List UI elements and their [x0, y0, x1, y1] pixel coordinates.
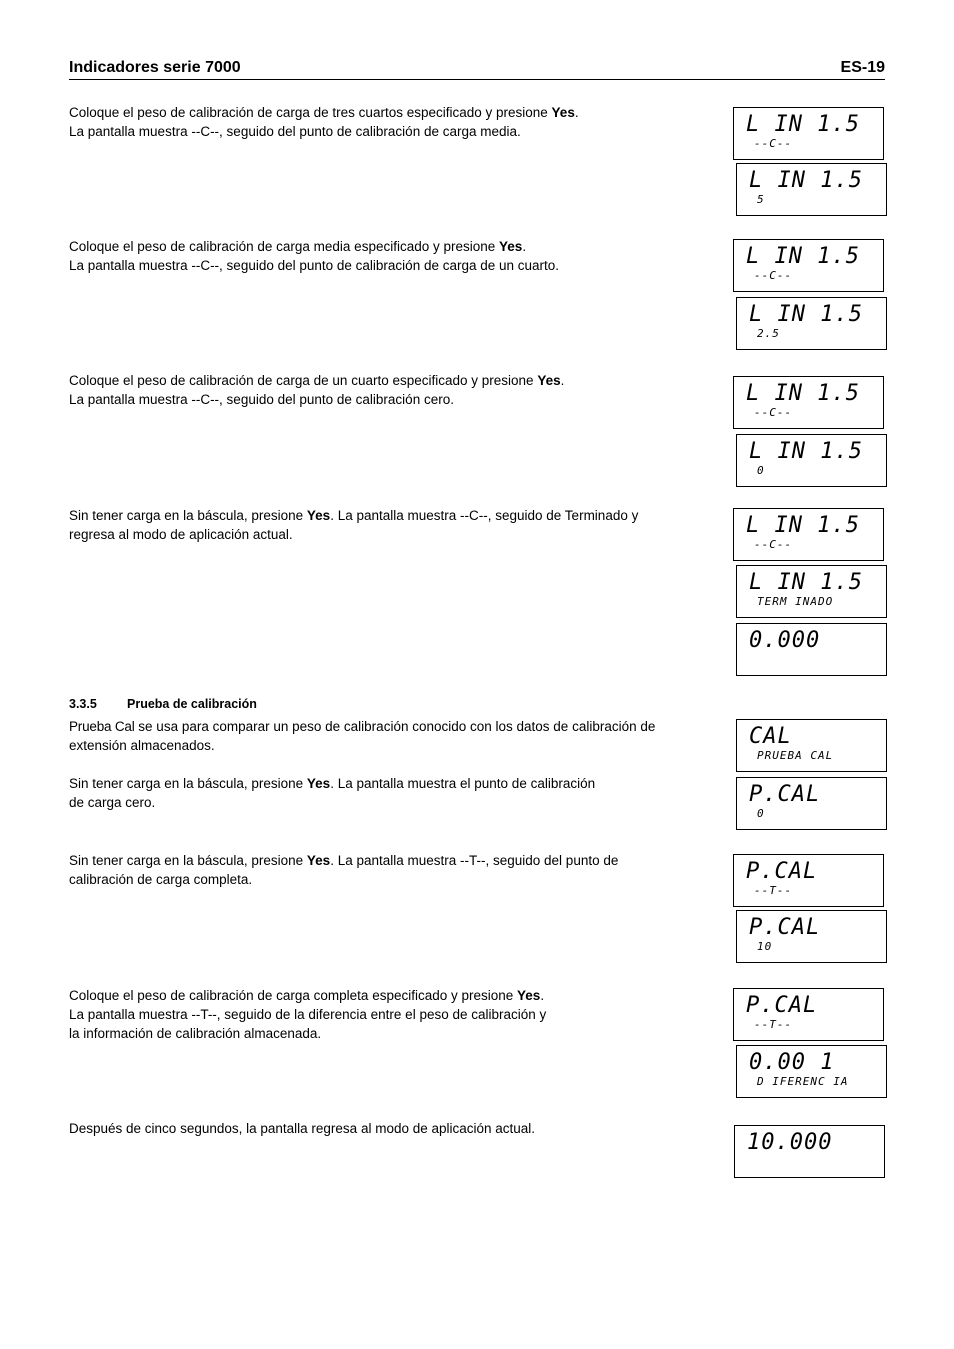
lcd-main-text: P.CAL — [749, 782, 821, 807]
lcd-sub-text: --T-- — [754, 1018, 793, 1031]
step-text: . La pantalla muestra --C--, seguido de Terminado y — [330, 508, 639, 523]
step-half — [69, 237, 709, 275]
lcd-display — [736, 434, 887, 487]
step-text-line3: la información de calibración almacenada. — [69, 1026, 322, 1041]
lcd-display — [733, 508, 884, 561]
lcd-main-text: L IN 1.5 — [749, 570, 863, 595]
step-text: Sin tener carga en la báscula, presione — [69, 853, 307, 868]
lcd-main-text: 0.00 1 — [749, 1050, 835, 1075]
lcd-display — [736, 1045, 887, 1098]
step-text: . — [540, 988, 545, 1003]
section-step-2 — [69, 851, 709, 889]
step-text: Coloque el peso de calibración de carga completa especificado y presione — [69, 988, 518, 1003]
yes-key-label: Yes — [499, 239, 523, 254]
lcd-main-text: L IN 1.5 — [749, 168, 863, 193]
lcd-display — [733, 854, 884, 907]
lcd-main-text: L IN 1.5 — [749, 439, 863, 464]
step-text: Coloque el peso de calibración de carga media especificado y presione — [69, 239, 500, 254]
yes-key-label: Yes — [306, 853, 331, 868]
section-heading — [69, 697, 257, 711]
lcd-sub-text: --C-- — [754, 538, 793, 551]
yes-key-label: Yes — [537, 373, 561, 388]
intro-term: Prueba Cal — [69, 719, 135, 734]
yes-key-label: Yes — [306, 508, 331, 523]
step-quarter — [69, 371, 709, 409]
step-three-quarter — [69, 103, 709, 141]
lcd-main-text: L IN 1.5 — [746, 244, 860, 269]
step-result: La pantalla muestra --C--, seguido del punto de calibración de carga de un cuarto. — [69, 258, 560, 273]
lcd-sub-text: 0 — [757, 464, 765, 477]
step-text-line2: de carga cero. — [69, 795, 156, 810]
yes-key-label: Yes — [517, 988, 541, 1003]
step-text: Sin tener carga en la báscula, presione — [69, 508, 307, 523]
step-text: . — [574, 105, 579, 120]
step-text: . — [560, 373, 565, 388]
lcd-display — [733, 107, 884, 160]
step-text-line2: calibración de carga completa. — [69, 872, 253, 887]
lcd-sub-text: 5 — [757, 193, 765, 206]
lcd-main-text: L IN 1.5 — [749, 302, 863, 327]
document-title: Indicadores serie 7000 — [69, 59, 241, 76]
lcd-display — [736, 719, 887, 772]
section-step-1 — [69, 774, 709, 812]
step-text: Coloque el peso de calibración de carga de un cuarto especificado y presione — [69, 373, 538, 388]
section-title: Prueba de calibración — [127, 697, 257, 711]
lcd-main-text: 0.000 — [749, 628, 821, 653]
lcd-main-text: P.CAL — [749, 915, 821, 940]
lcd-display — [733, 376, 884, 429]
lcd-main-text: 10.000 — [747, 1130, 833, 1155]
step-result: La pantalla muestra --C--, seguido del punto de calibración de carga media. — [69, 124, 521, 139]
lcd-display — [736, 910, 887, 963]
intro-text-line2: extensión almacenados. — [69, 738, 215, 753]
lcd-main-text: L IN 1.5 — [746, 112, 860, 137]
yes-key-label: Yes — [306, 776, 331, 791]
step-result: La pantalla muestra --C--, seguido del punto de calibración cero. — [69, 392, 454, 407]
lcd-sub-text: D IFERENC IA — [757, 1075, 849, 1088]
step-text: Después de cinco segundos, la pantalla regresa al modo de aplicación actual. — [69, 1121, 536, 1136]
lcd-display — [736, 777, 887, 830]
step-text: Coloque el peso de calibración de carga de tres cuartos especificado y presione — [69, 105, 552, 120]
lcd-sub-text: --C-- — [754, 137, 793, 150]
lcd-sub-text: PRUEBA CAL — [757, 749, 834, 762]
page-number: ES-19 — [840, 59, 885, 76]
section-number: 3.3.5 — [69, 697, 97, 711]
step-text: . La pantalla muestra el punto de calibración — [330, 776, 596, 791]
section-step-3 — [69, 986, 709, 1043]
section-intro — [69, 717, 709, 755]
lcd-sub-text: --C-- — [754, 406, 793, 419]
lcd-main-text: L IN 1.5 — [746, 513, 860, 538]
step-result: regresa al modo de aplicación actual. — [69, 527, 293, 542]
lcd-main-text: L IN 1.5 — [746, 381, 860, 406]
yes-key-label: Yes — [551, 105, 575, 120]
intro-text: se usa para comparar un peso de calibración conocido con los datos de calibración de — [134, 719, 656, 734]
step-text-line2: La pantalla muestra --T--, seguido de la diferencia entre el peso de calibración y — [69, 1007, 547, 1022]
lcd-display — [736, 623, 887, 676]
lcd-sub-text: 2.5 — [757, 327, 780, 340]
step-text: Sin tener carga en la báscula, presione — [69, 776, 307, 791]
lcd-sub-text: TERM INADO — [757, 595, 834, 608]
lcd-display — [736, 565, 887, 618]
lcd-display — [733, 239, 884, 292]
lcd-display — [733, 988, 884, 1041]
lcd-sub-text: 0 — [757, 807, 765, 820]
lcd-main-text: P.CAL — [746, 859, 818, 884]
step-zero — [69, 506, 709, 544]
lcd-main-text: P.CAL — [746, 993, 818, 1018]
page-header — [69, 58, 885, 80]
step-text: . La pantalla muestra --T--, seguido del punto de — [330, 853, 619, 868]
lcd-display — [736, 297, 887, 350]
step-text: . — [522, 239, 527, 254]
lcd-display — [736, 163, 887, 216]
lcd-main-text: CAL — [749, 724, 792, 749]
lcd-sub-text: --T-- — [754, 884, 793, 897]
lcd-sub-text: --C-- — [754, 269, 793, 282]
lcd-display — [734, 1125, 885, 1178]
section-step-4 — [69, 1119, 709, 1138]
lcd-sub-text: 10 — [757, 940, 773, 953]
